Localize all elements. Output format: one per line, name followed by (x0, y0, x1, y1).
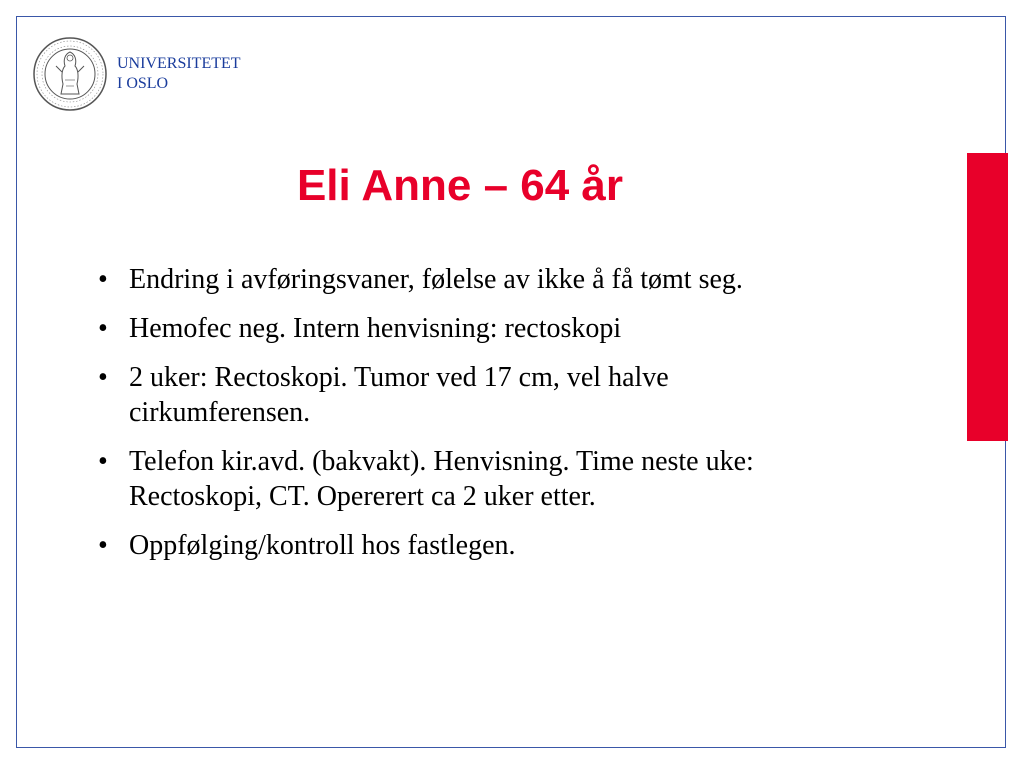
bullet-item (98, 444, 828, 514)
accent-tab (967, 153, 1008, 441)
bullet-text: Oppfølging/kontroll hos fastlegen. (129, 530, 516, 561)
bullet-icon: • (98, 446, 108, 477)
bullet-text: 2 uker: Rectoskopi. Tumor ved 17 cm, vel halve cirkumferensen. (129, 362, 669, 428)
bullet-icon: • (98, 264, 108, 295)
university-wordmark (117, 54, 241, 94)
wordmark-line-2: I OSLO (117, 75, 169, 92)
bullet-icon: • (98, 313, 108, 344)
bullet-list (98, 262, 828, 577)
bullet-item (98, 311, 828, 346)
bullet-item (98, 262, 828, 297)
wordmark-line-1: UNIVERSITETET (117, 55, 241, 72)
bullet-text: Endring i avføringsvaner, følelse av ikke å få tømt seg. (129, 264, 743, 295)
bullet-icon: • (98, 530, 108, 561)
bullet-text: Telefon kir.avd. (bakvakt). Henvisning. Time neste uke: Rectoskopi, CT. Opererert ca 2 uker etter. (129, 446, 754, 512)
bullet-item (98, 528, 828, 563)
bullet-icon: • (98, 362, 108, 393)
bullet-item (98, 360, 828, 430)
slide-title: Eli Anne – 64 år (296, 161, 624, 210)
university-seal-icon (32, 36, 108, 112)
bullet-text: Hemofec neg. Intern henvisning: rectoskopi (129, 313, 622, 344)
